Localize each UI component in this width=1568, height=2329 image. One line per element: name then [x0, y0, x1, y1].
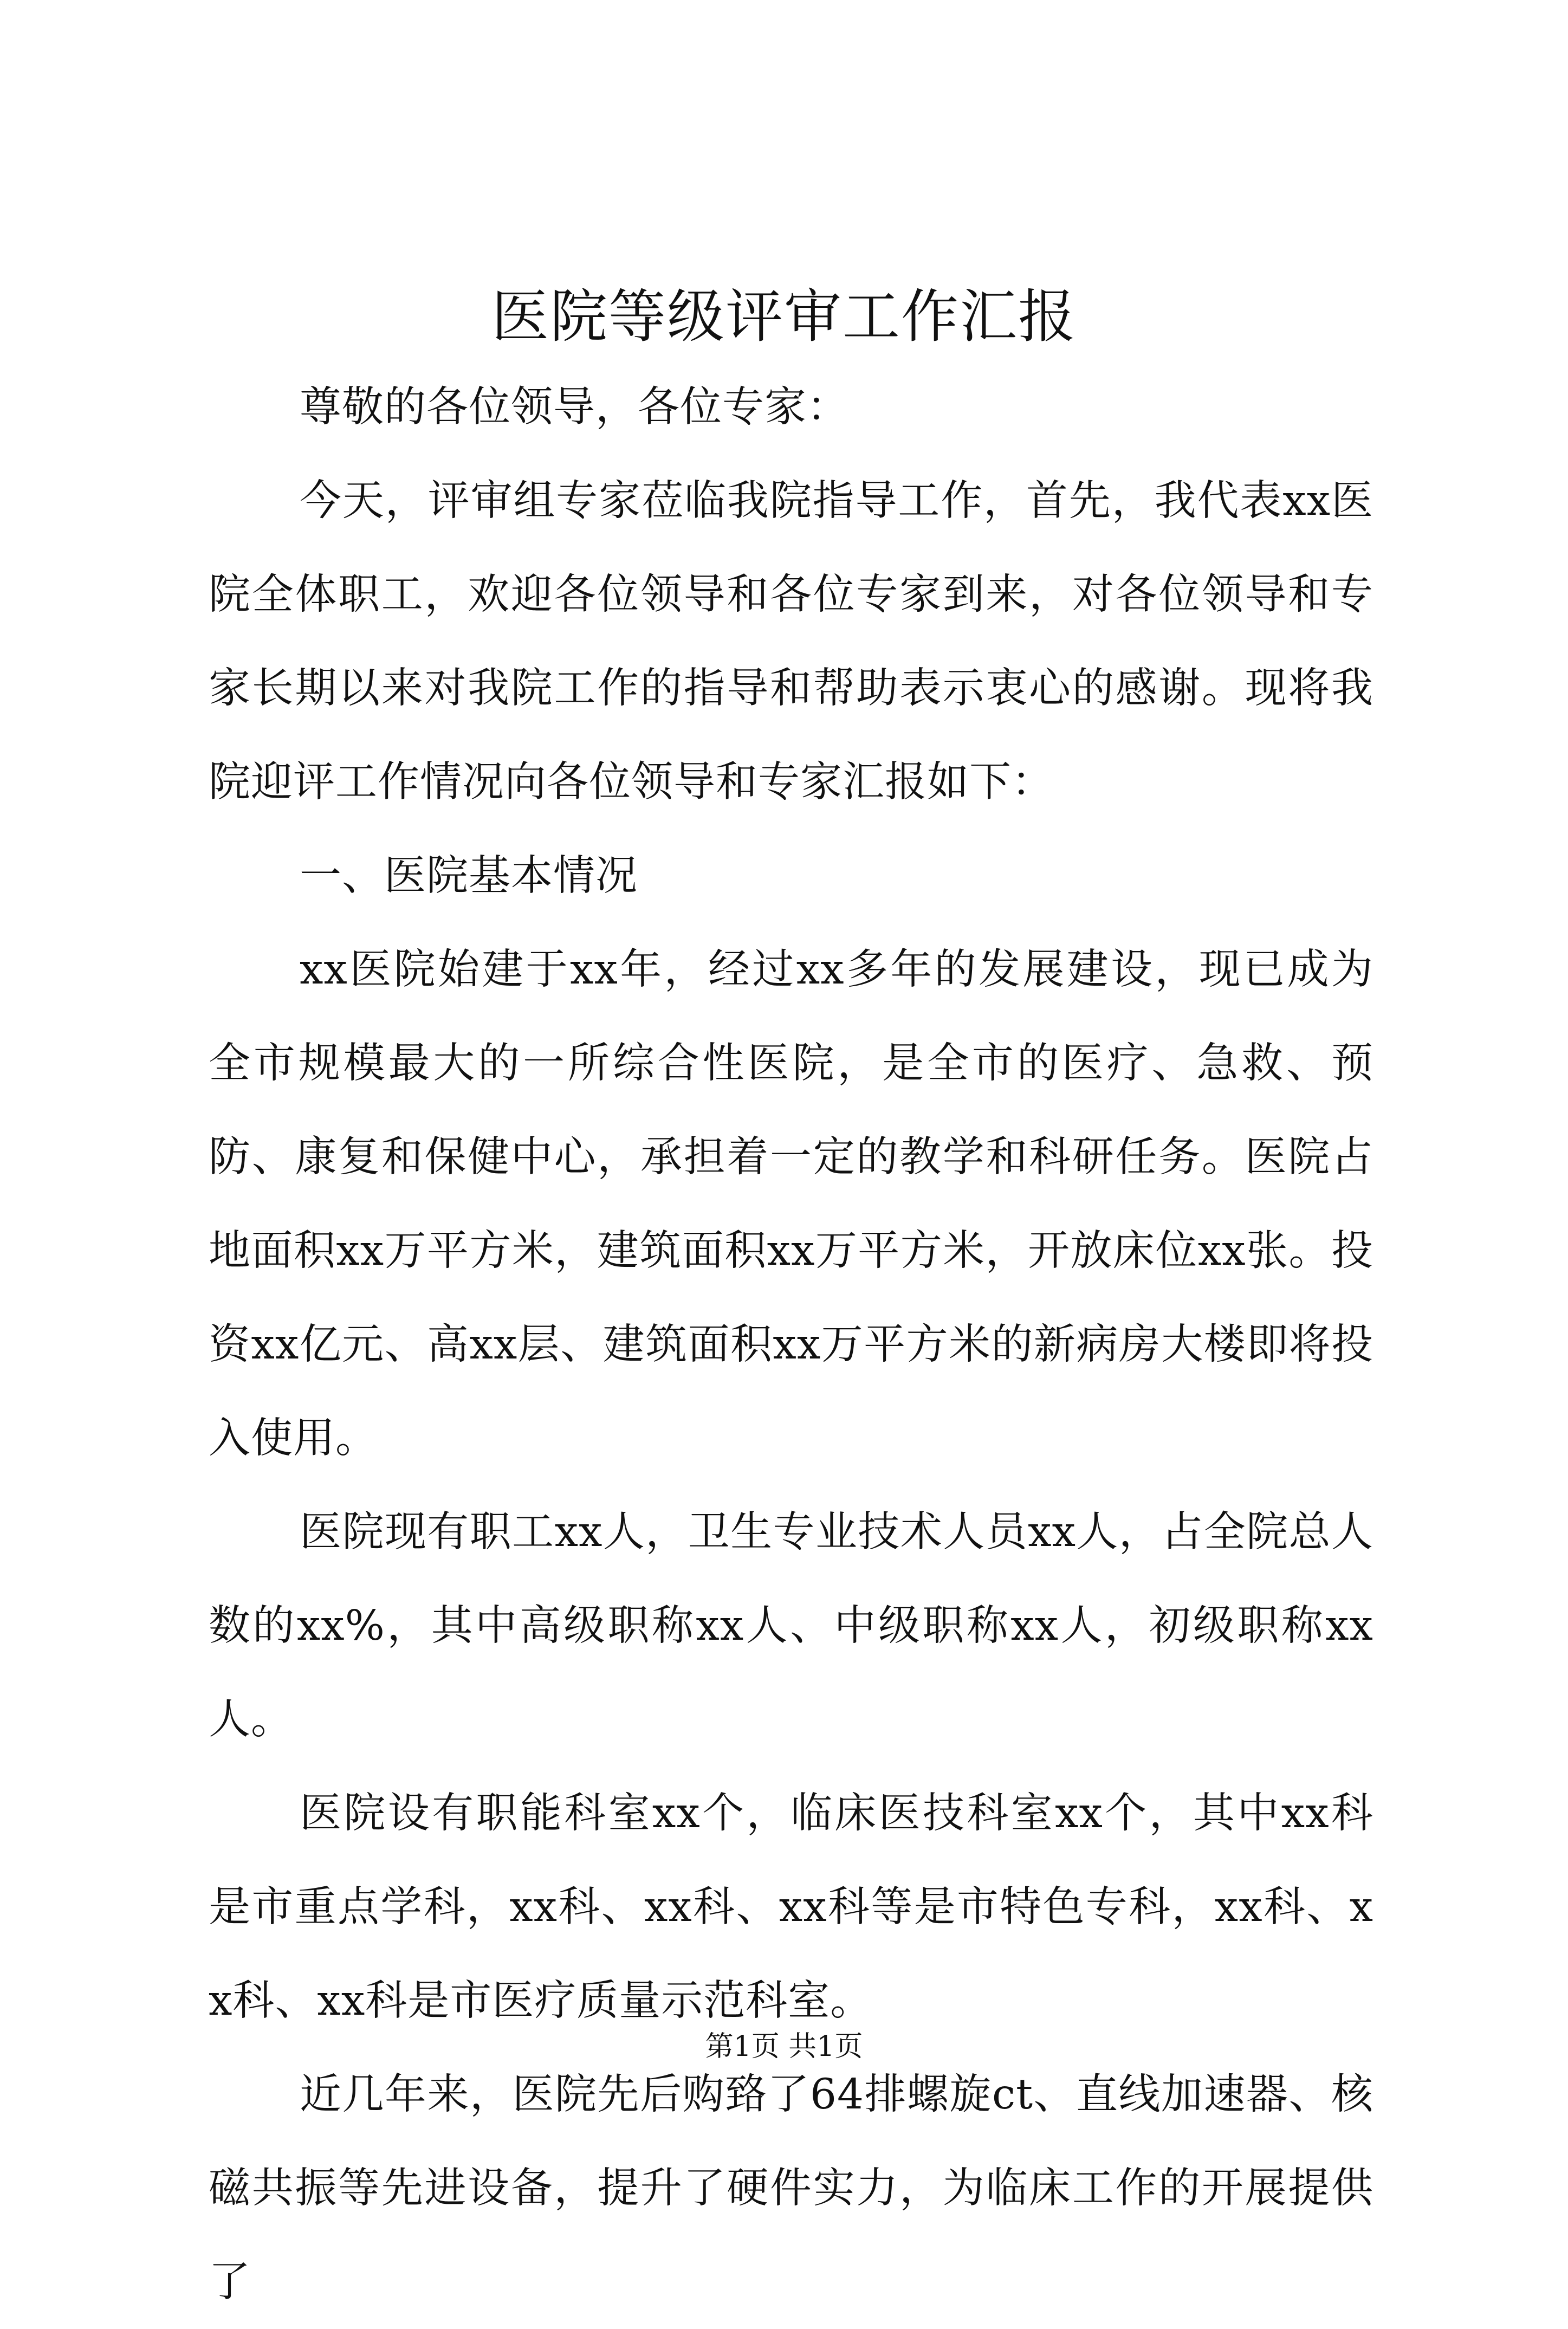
paragraph-intro: 今天，评审组专家莅临我院指导工作，首先，我代表xx医院全体职工，欢迎各位领导和各位专家到来，对各位领导和专家长期以来对我院工作的指导和帮助表示衷心的感谢。现将我院迎评工作情况向各位领导和专家汇报如下： [209, 477, 1373, 806]
section-heading-basic-info: 一、医院基本情况 [300, 852, 638, 900]
paragraph-staff: 医院现有职工xx人，卫生专业技术人员xx人，占全院总人数的xx%，其中高级职称xx人、中级职称xx人，初级职称xx人。 [209, 1508, 1373, 1744]
document-title: 医院等级评审工作汇报 [491, 283, 1077, 350]
paragraph-hospital-history: xx医院始建于xx年，经过xx多年的发展建设，现已成为全市规模最大的一所综合性医院，是全市的医疗、急救、预防、康复和保健中心，承担着一定的教学和科研任务。医院占地面积xx万平方米，建筑面积xx万平方米，开放床位xx张。投资xx亿元、高xx层、建筑面积xx万平方米的新病房大楼即将投入使用。 [209, 946, 1373, 1463]
paragraph-equipment: 近几年来，医院先后购臵了64排螺旋ct、直线加速器、核磁共振等先进设备，提升了硬件实力，为临床工作的开展提供了 [209, 2071, 1373, 2306]
paragraph-greeting: 尊敬的各位领导，各位专家： [300, 383, 849, 431]
page-footer: 第1页 共1页 [705, 2030, 863, 2063]
paragraph-departments: 医院设有职能科室xx个，临床医技科室xx个，其中xx科是市重点学科，xx科、xx科、xx科等是市特色专科，xx科、xx科、xx科是市医疗质量示范科室。 [209, 1789, 1373, 2025]
